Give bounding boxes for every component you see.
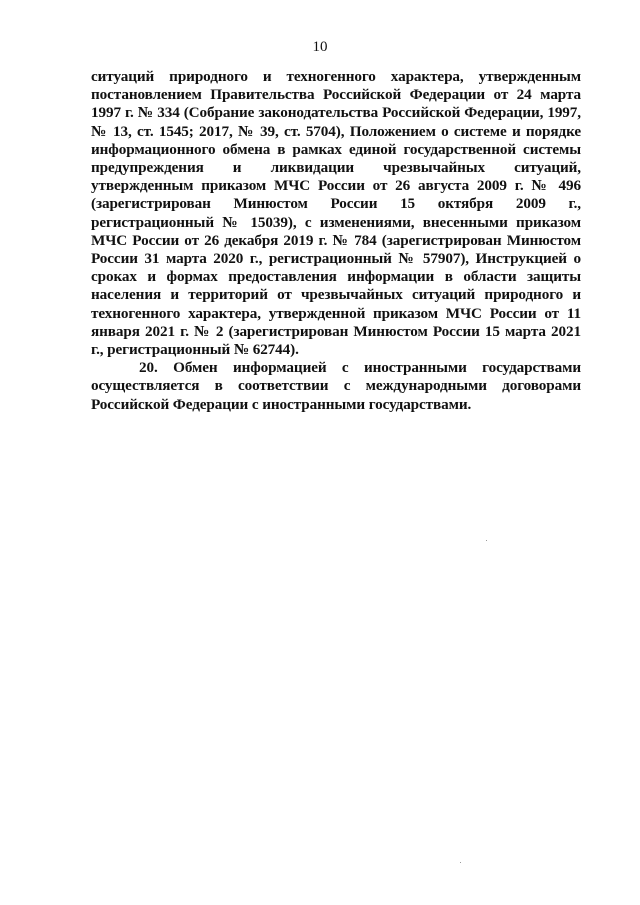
page-number: 10 <box>312 39 328 55</box>
document-body <box>91 68 581 414</box>
scan-speck <box>460 862 461 863</box>
paragraph-20: 20. Обмен информацией с иностранными государствами осуществляется в соответствии с международными договорами Российской Федерации с иностранными государствами. <box>91 359 581 413</box>
paragraph-continuation: ситуаций природного и техногенного характера, утвержденным постановлением Правительства Российской Федерации от 24 марта 1997 г. № 334 (Собрание законодательства Российской Федерации, 1997, № 13, ст. 1545; 2017, № 39, ст. 5704), Положением о системе и порядке информационного обмена в рамках единой государственной системы предупреждения и ликвидации чрезвычайных ситуаций, утвержденным приказом МЧС России от 26 августа 2009 г. № 496 (зарегистрирован Минюстом России 15 октября 2009 г., регистрационный № 15039), с изменениями, внесенными приказом МЧС России от 26 декабря 2019 г. № 784 (зарегистрирован Минюстом России 31 марта 2020 г., регистрационный № 57907), Инструкцией о сроках и формах предоставления информации в области защиты населения и территорий от чрезвычайных ситуаций природного и техногенного характера, утвержденной приказом МЧС России от 11 января 2021 г. № 2 (зарегистрирован Минюстом России 15 марта 2021 г., регистрационный № 62744). <box>91 68 581 359</box>
scan-speck <box>486 540 487 541</box>
